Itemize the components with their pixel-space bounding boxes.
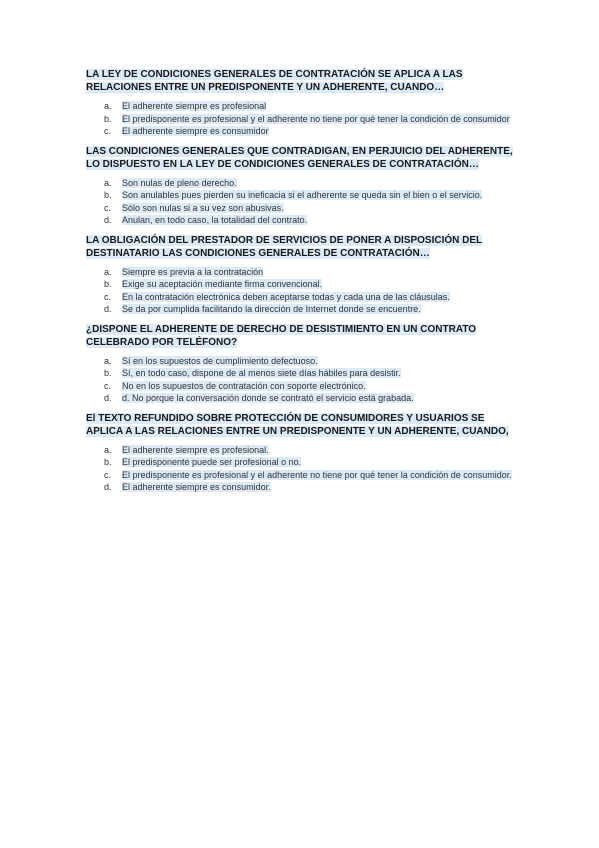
option-letter: b. xyxy=(104,113,112,124)
option-item xyxy=(86,392,516,405)
option-text: Son nulas de pleno derecho. xyxy=(122,177,237,188)
option-item xyxy=(86,113,516,126)
option-item xyxy=(86,202,516,215)
option-text: Sólo son nulas si a su vez son abusivas. xyxy=(122,202,284,213)
option-letter: d. xyxy=(104,215,112,225)
option-item xyxy=(86,303,516,316)
option-text: El adherente siempre es consumidor. xyxy=(122,482,271,492)
option-text: El predisponente puede ser profesional o no. xyxy=(122,457,302,467)
quiz-content xyxy=(86,68,516,501)
option-text: Anulan, en todo caso, la totalidad del contrato. xyxy=(122,215,308,225)
question-title: El TEXTO REFUNDIDO SOBRE PROTECCIÓN DE CONSUMIDORES Y USUARIOS SE APLICA A LAS RELACIONES ENTRE UN PREDISPONENTE Y UN ADHERENTE, CUANDO, xyxy=(86,412,509,437)
question-title: LAS CONDICIONES GENERALES QUE CONTRADIGAN, EN PERJUICIO DEL ADHERENTE, LO DISPUESTO EN LA LEY DE CONDICIONES GENERALES DE CONTRATACIÓN… xyxy=(86,145,513,170)
option-item xyxy=(86,125,516,138)
option-item xyxy=(86,177,516,190)
option-text: El predisponente es profesional y el adherente no tiene por qué tener la condición de consumidor xyxy=(122,113,510,124)
options-list xyxy=(86,177,516,227)
option-text: El adherente siempre es profesional. xyxy=(122,444,269,455)
option-letter: a. xyxy=(104,444,112,455)
option-text: Sí en los supuestos de cumplimiento defectuoso. xyxy=(122,355,318,366)
option-text: El adherente siempre es consumidor xyxy=(122,126,269,136)
option-item xyxy=(86,100,516,113)
option-letter: c. xyxy=(104,291,112,302)
option-item xyxy=(86,367,516,380)
option-letter: a. xyxy=(104,266,112,277)
option-letter: c. xyxy=(104,202,112,213)
option-letter: d. xyxy=(104,482,112,492)
option-item xyxy=(86,456,516,469)
option-text: Sí, en todo caso, dispone de al menos siete días hábiles para desistir. xyxy=(122,368,401,378)
question-title: LA LEY DE CONDICIONES GENERALES DE CONTRATACIÓN SE APLICA A LAS RELACIONES ENTRE UN PREDISPONENTE Y UN ADHERENTE, CUANDO… xyxy=(86,69,463,93)
option-item xyxy=(86,481,516,494)
options-list xyxy=(86,355,516,405)
option-item xyxy=(86,469,516,482)
option-letter: a. xyxy=(104,355,112,366)
option-text: Exige su aceptación mediante firma convencional. xyxy=(122,279,323,289)
option-letter: c. xyxy=(104,380,112,391)
option-letter: b. xyxy=(104,368,112,378)
option-item xyxy=(86,278,516,291)
option-text: Se da por cumplida facilitando la dirección de Internet donde se encuentre. xyxy=(122,304,421,314)
option-item xyxy=(86,444,516,457)
option-item xyxy=(86,380,516,393)
option-item xyxy=(86,214,516,227)
question-title: ¿DISPONE EL ADHERENTE DE DERECHO DE DESISTIMIENTO EN UN CONTRATO CELEBRADO POR TELÉFONO? xyxy=(86,323,477,348)
option-text: Siempre es previa a la contratación xyxy=(122,266,264,277)
option-text: No en los supuestos de contratación con soporte electrónico. xyxy=(122,380,366,391)
option-text: El predisponente es profesional y el adherente no tiene por qué tener la condición de consumidor. xyxy=(122,469,512,480)
option-letter: b. xyxy=(104,279,112,289)
option-text: d. No porque la conversación donde se contrató el servicio está grabada. xyxy=(122,393,414,403)
option-letter: b. xyxy=(104,190,112,200)
options-list xyxy=(86,100,516,138)
option-letter: c. xyxy=(104,126,112,136)
option-item xyxy=(86,189,516,202)
option-item xyxy=(86,291,516,304)
option-item xyxy=(86,355,516,368)
option-item xyxy=(86,266,516,279)
option-text: El adherente siempre es profesional xyxy=(122,101,267,111)
option-text: Son anulables pues pierden su ineficacia si el adherente se queda sin el bien o el servicio. xyxy=(122,190,483,200)
option-letter: a. xyxy=(104,101,112,111)
options-list xyxy=(86,444,516,494)
option-text: En la contratación electrónica deben aceptarse todas y cada una de las cláusulas. xyxy=(122,291,450,302)
option-letter: d. xyxy=(104,304,112,314)
option-letter: c. xyxy=(104,469,112,480)
question-title: LA OBLIGACIÓN DEL PRESTADOR DE SERVICIOS DE PONER A DISPOSICIÓN DEL DESTINATARIO LAS CONDICIONES GENERALES DE CONTRATACIÓN… xyxy=(86,234,483,259)
option-letter: a. xyxy=(104,177,112,188)
options-list xyxy=(86,266,516,316)
option-letter: b. xyxy=(104,457,112,467)
option-letter: d. xyxy=(104,393,112,403)
